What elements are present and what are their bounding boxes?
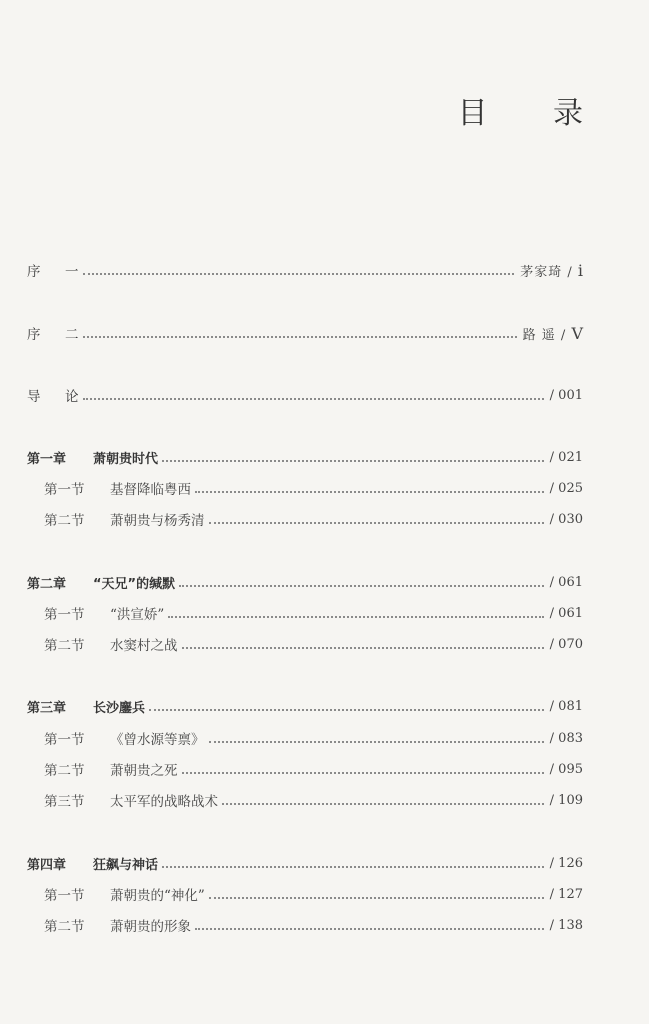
- toc-entry-chapter-1[interactable]: [27, 446, 583, 468]
- dot-leader: [209, 896, 544, 899]
- entry-page: 138: [558, 917, 583, 933]
- dot-leader: [83, 335, 517, 338]
- entry-slash: /: [549, 886, 559, 902]
- toc-entry-section[interactable]: [44, 883, 583, 905]
- entry-page: i: [577, 260, 583, 280]
- section-number: 第二节: [44, 763, 85, 779]
- toc-entry-section[interactable]: [44, 789, 583, 811]
- toc-entry-preface-1[interactable]: [27, 259, 583, 281]
- section-number: 第一节: [44, 607, 85, 623]
- toc-entry-section[interactable]: [44, 602, 583, 624]
- dot-leader: [83, 397, 544, 400]
- dot-leader: [149, 708, 544, 711]
- entry-prefix: 序: [27, 327, 41, 343]
- dot-leader: [209, 740, 544, 743]
- entry-slash: /: [549, 698, 559, 714]
- entry-page: 001: [558, 387, 583, 403]
- section-title: 萧朝贵之死: [110, 763, 178, 779]
- chapter-number: 第四章: [27, 857, 67, 873]
- dot-leader: [83, 272, 515, 275]
- entry-slash: /: [549, 792, 559, 808]
- chapter-title: “天兄”的缄默: [93, 576, 176, 592]
- section-title: 萧朝贵的“神化”: [110, 888, 205, 904]
- toc-entry-section[interactable]: [44, 914, 583, 936]
- entry-page: 070: [558, 636, 583, 652]
- chapter-number: 第三章: [27, 700, 67, 716]
- entry-slash: /: [549, 761, 559, 777]
- entry-page: 025: [558, 480, 583, 496]
- toc-entry-section[interactable]: [44, 758, 583, 780]
- section-number: 第二节: [44, 513, 85, 529]
- entry-page: 061: [558, 605, 583, 621]
- entry-slash: /: [549, 449, 559, 465]
- section-number: 第二节: [44, 638, 85, 654]
- section-number: 第二节: [44, 919, 85, 935]
- dot-leader: [179, 584, 544, 587]
- entry-page: V: [571, 323, 583, 343]
- entry-slash: /: [549, 730, 559, 746]
- toc-entry-section[interactable]: [44, 727, 583, 749]
- dot-leader: [168, 615, 543, 618]
- toc-entry-chapter-3[interactable]: [27, 695, 583, 717]
- entry-slash: /: [549, 480, 559, 496]
- entry-page: 083: [558, 730, 583, 746]
- entry-page: 061: [558, 574, 583, 590]
- entry-page: 030: [558, 511, 583, 527]
- section-title: 萧朝贵的形象: [110, 919, 191, 935]
- chapter-title: 狂飙与神话: [93, 857, 159, 873]
- section-title: 基督降临粤西: [110, 482, 191, 498]
- entry-prefix: 序: [27, 264, 41, 280]
- entry-title: 一: [65, 264, 79, 280]
- toc-entry-chapter-4[interactable]: [27, 852, 583, 874]
- entry-slash: /: [549, 636, 559, 652]
- dot-leader: [222, 802, 544, 805]
- chapter-number: 第二章: [27, 576, 67, 592]
- entry-page: 126: [558, 855, 583, 871]
- dot-leader: [209, 521, 544, 524]
- chapter-number: 第一章: [27, 451, 67, 467]
- entry-slash: /: [549, 917, 559, 933]
- section-number: 第一节: [44, 482, 85, 498]
- entry-page: 127: [558, 886, 583, 902]
- entry-prefix: 导: [27, 389, 41, 405]
- dot-leader: [195, 490, 544, 493]
- entry-author: 路 遥 /: [522, 327, 572, 343]
- section-number: 第一节: [44, 888, 85, 904]
- toc-entry-section[interactable]: [44, 477, 583, 499]
- toc-entry-chapter-2[interactable]: [27, 571, 583, 593]
- entry-title: 论: [65, 389, 79, 405]
- section-number: 第三节: [44, 794, 85, 810]
- dot-leader: [195, 927, 544, 930]
- entry-title: 二: [65, 327, 79, 343]
- entry-page: 021: [558, 449, 583, 465]
- dot-leader: [182, 646, 544, 649]
- entry-slash: /: [549, 605, 559, 621]
- section-title: 水窦村之战: [110, 638, 178, 654]
- toc-entry-preface-2[interactable]: [27, 322, 583, 344]
- toc-entry-section[interactable]: [44, 508, 583, 530]
- chapter-title: 长沙鏖兵: [93, 700, 146, 716]
- chapter-title: 萧朝贵时代: [93, 451, 159, 467]
- entry-slash: /: [549, 511, 559, 527]
- entry-slash: /: [549, 574, 559, 590]
- section-title: 萧朝贵与杨秀清: [110, 513, 205, 529]
- section-title: “洪宣娇”: [110, 607, 165, 623]
- entry-slash: /: [549, 387, 559, 403]
- entry-author: 茅家琦 /: [520, 264, 578, 280]
- section-title: 《曾水源等禀》: [110, 732, 205, 748]
- entry-page: 109: [558, 792, 583, 808]
- toc-entry-introduction[interactable]: [27, 384, 583, 406]
- page-title: 目 录: [457, 96, 611, 131]
- entry-slash: /: [549, 855, 559, 871]
- entry-page: 095: [558, 761, 583, 777]
- toc-entry-section[interactable]: [44, 633, 583, 655]
- dot-leader: [182, 771, 544, 774]
- section-title: 太平军的战略战术: [110, 794, 218, 810]
- dot-leader: [162, 865, 544, 868]
- entry-page: 081: [558, 698, 583, 714]
- section-number: 第一节: [44, 732, 85, 748]
- dot-leader: [162, 459, 544, 462]
